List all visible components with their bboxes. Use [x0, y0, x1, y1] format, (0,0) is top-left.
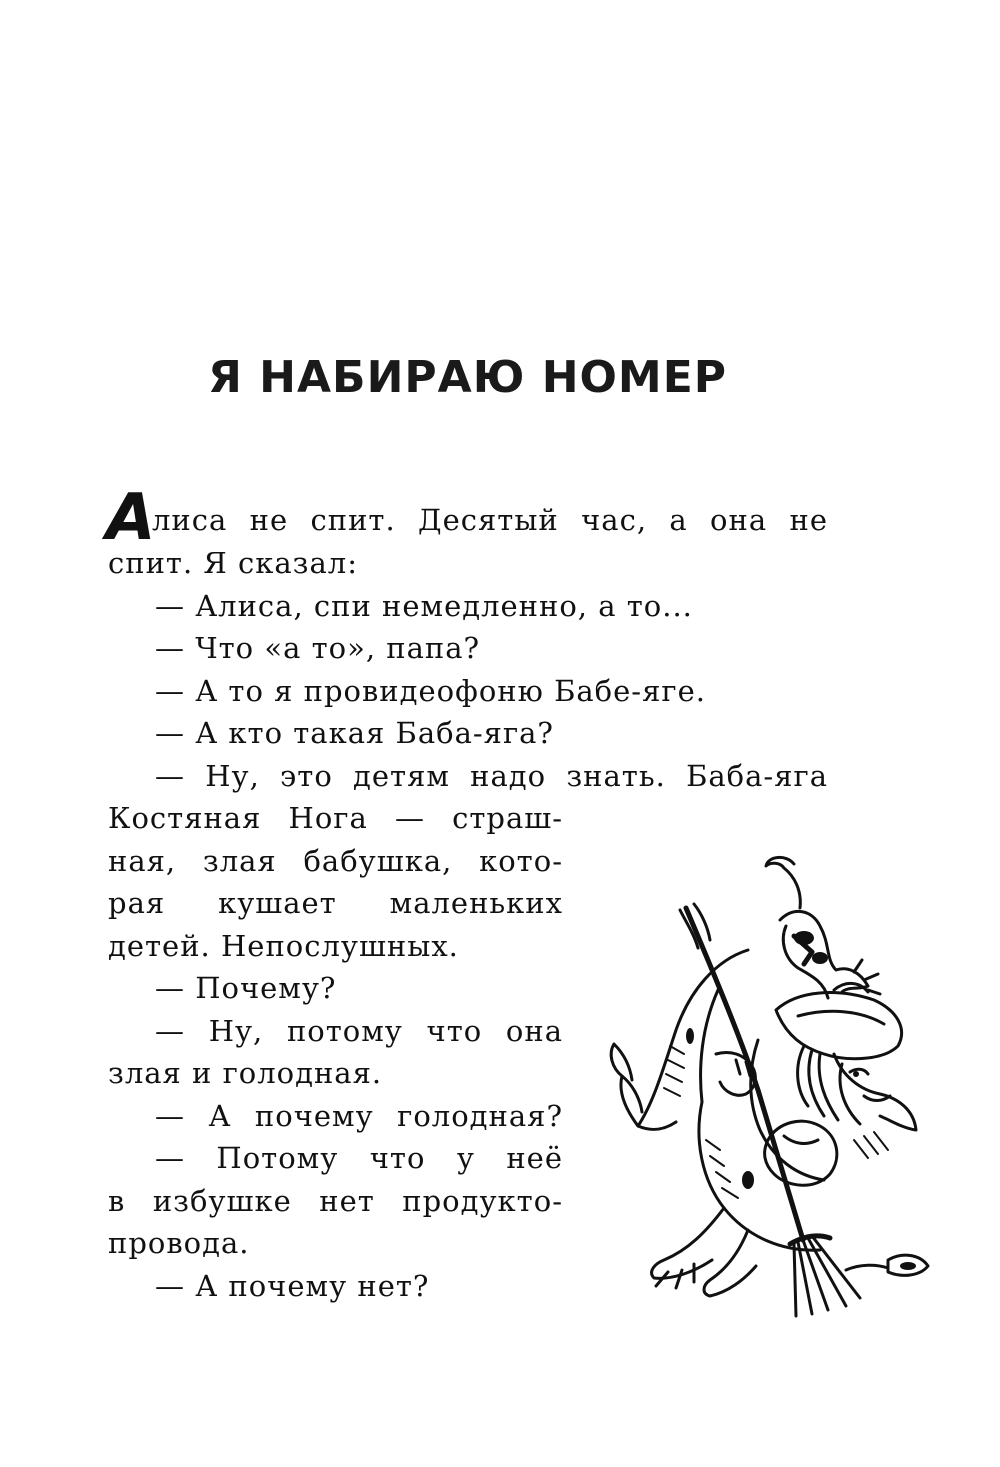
text-line: спит. Я сказал: [108, 546, 358, 580]
text-line: — Ну, это детям надо знать. Баба-яга [155, 759, 828, 793]
text-line: ная, злая бабушка, кото- [108, 844, 563, 878]
drop-cap: А [106, 481, 156, 555]
text-line: — Алиса, спи немедленно, а то... [155, 589, 693, 623]
text-line: — Что «а то», папа? [155, 631, 481, 665]
text-line: — А почему голодная? [155, 1099, 563, 1133]
text-line: рая кушает маленьких [108, 886, 563, 920]
broom-bristles-icon [790, 1236, 860, 1316]
chapter-title: Я НАБИРАЮ НОМЕР [207, 352, 728, 403]
cat-icon [766, 857, 880, 998]
text-line: Костяная Нога — страш- [108, 801, 563, 835]
text-line: в избушке нет продукто- [108, 1184, 563, 1218]
text-line: злая и голодная. [108, 1056, 383, 1090]
text-line: — Ну, потому что она [155, 1014, 563, 1048]
baba-yaga-illustration [598, 840, 960, 1350]
text-line: — А почему нет? [155, 1269, 430, 1303]
broom-handle [686, 908, 803, 1240]
text-line: лиса не спит. Десятый час, а она не [152, 503, 828, 537]
text-line: — Потому что у неё [155, 1141, 563, 1175]
text-line: — Почему? [155, 971, 337, 1005]
text-line: — А то я провидеофоню Бабе-яге. [155, 674, 706, 708]
text-line: детей. Непослушных. [108, 929, 459, 963]
text-line: — А кто такая Баба-яга? [155, 716, 554, 750]
text-line: провода. [108, 1226, 250, 1260]
